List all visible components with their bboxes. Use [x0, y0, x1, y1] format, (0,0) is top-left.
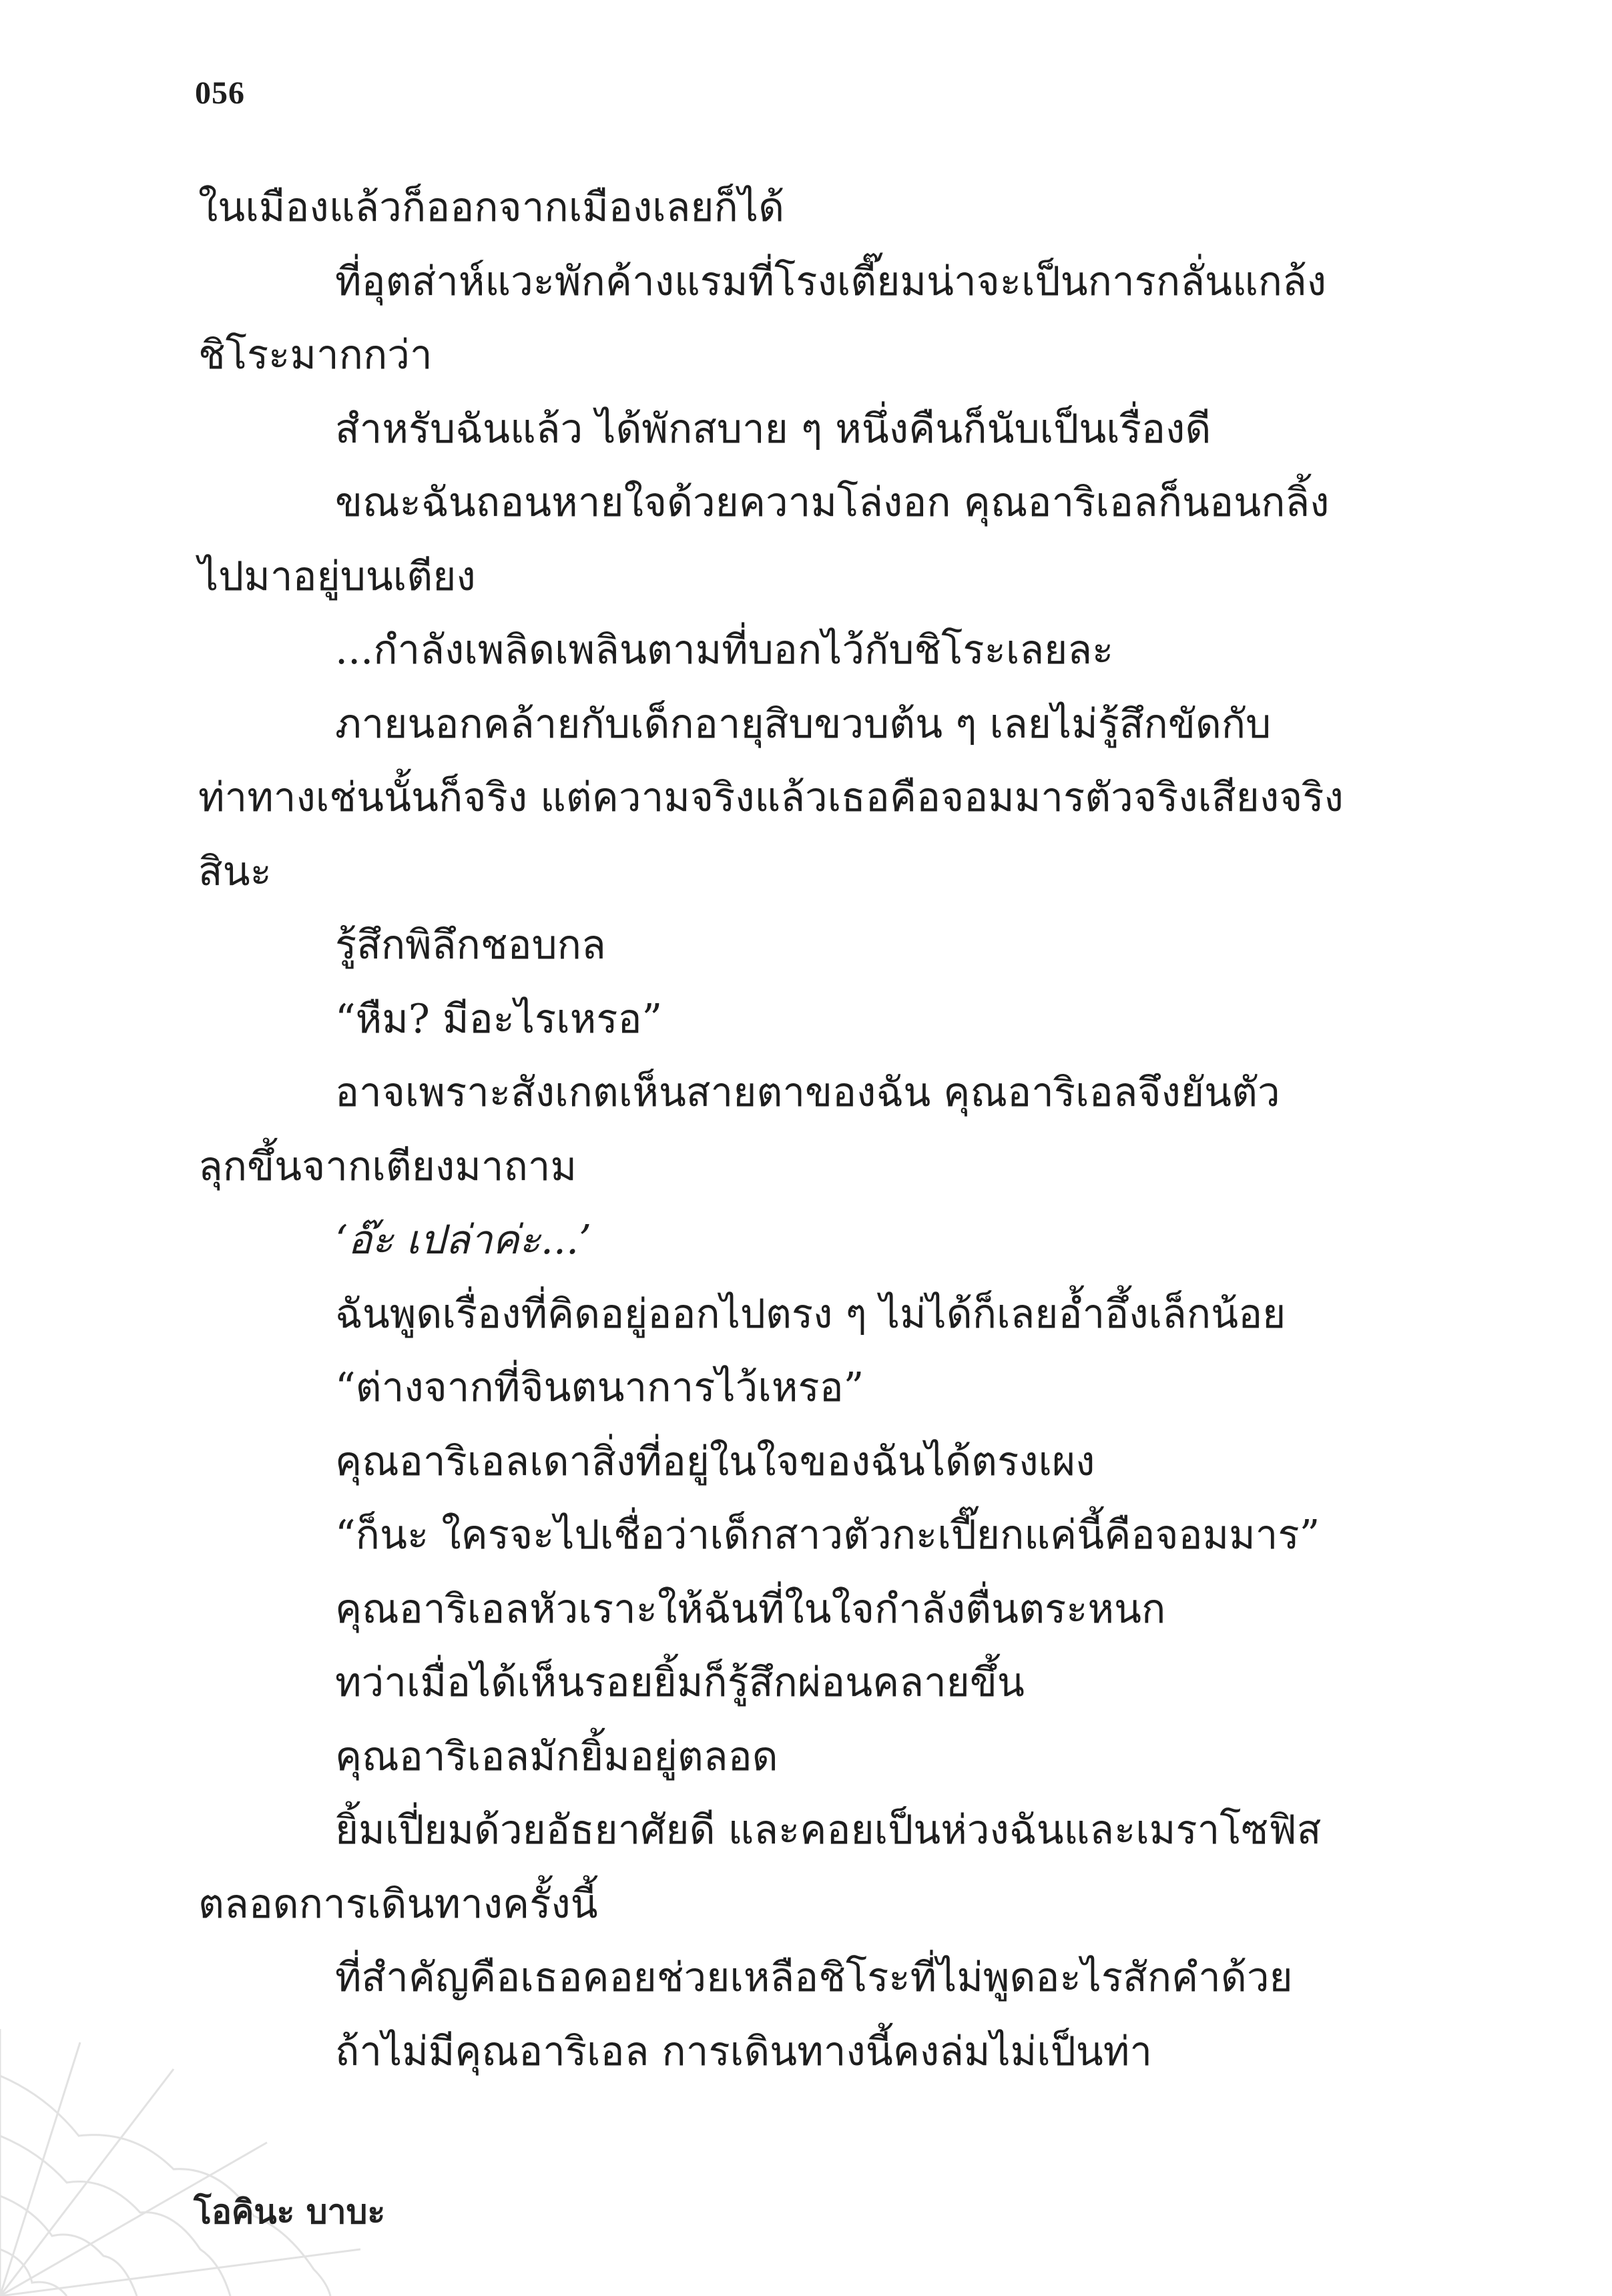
text-line: ในเมืองแล้วก็ออกจากเมืองเลยก็ได้: [198, 184, 785, 231]
text-line: รู้สึกพิลึกชอบกล: [335, 922, 606, 968]
text-line: สำหรับฉันแล้ว ได้พักสบาย ๆ หนึ่งคืนก็นับเป็นเรื่องดี: [335, 405, 1212, 453]
text-line: ภายนอกคล้ายกับเด็กอายุสิบขวบต้น ๆ เลยไม่รู้สึกขัดกับ: [335, 700, 1272, 748]
footer-book-title: โอคินะ บาบะ: [194, 2193, 386, 2231]
text-line: “ต่างจากที่จินตนาการไว้เหรอ”: [335, 1364, 864, 1411]
body-text: [198, 171, 1421, 2088]
text-line: ชิโระมากกว่า: [198, 332, 433, 378]
text-line: ตลอดการเดินทางครั้งนี้: [198, 1880, 598, 1928]
text-line: “หืม? มีอะไรเหรอ”: [335, 995, 663, 1043]
text-line: สินะ: [198, 848, 272, 895]
text-line: “ก็นะ ใครจะไปเชื่อว่าเด็กสาวตัวกะเปี๊ยกแค่นี้คือจอมมาร”: [335, 1512, 1320, 1558]
text-line: ไปมาอยู่บนเตียง: [198, 553, 476, 600]
text-line: คุณอาริเอลหัวเราะให้ฉันที่ในใจกำลังตื่นตระหนก: [335, 1585, 1166, 1633]
text-line: ยิ้มเปี่ยมด้วยอัธยาศัยดี และคอยเป็นห่วงฉันและเมราโซฟิส: [335, 1807, 1322, 1853]
spider-web-icon: [0, 2029, 374, 2296]
text-line: ‘อ๊ะ เปล่าค่ะ...’: [335, 1217, 592, 1263]
text-line: คุณอาริเอลเดาสิ่งที่อยู่ในใจของฉันได้ตรงเผง: [335, 1438, 1095, 1485]
text-line: ฉันพูดเรื่องที่คิดอยู่ออกไปตรง ๆ ไม่ได้ก็เลยอ้ำอึ้งเล็กน้อย: [335, 1290, 1286, 1338]
text-line: ที่อุตส่าห์แวะพักค้างแรมที่โรงเตี๊ยมน่าจะเป็นการกลั่นแกล้ง: [335, 258, 1327, 305]
text-line: คุณอาริเอลมักยิ้มอยู่ตลอด: [335, 1733, 778, 1780]
text-line: อาจเพราะสังเกตเห็นสายตาของฉัน คุณอาริเอลจึงยันตัว: [335, 1069, 1280, 1116]
text-line: ที่สำคัญคือเธอคอยช่วยเหลือชิโระที่ไม่พูดอะไรสักคำด้วย: [335, 1954, 1293, 2001]
text-line: ท่าทางเช่นนั้นก็จริง แต่ความจริงแล้วเธอคือจอมมารตัวจริงเสียงจริง: [198, 774, 1344, 821]
page-number: 056: [195, 75, 245, 111]
text-line: ขณะฉันถอนหายใจด้วยความโล่งอก คุณอาริเอลก็นอนกลิ้ง: [335, 479, 1330, 526]
text-line: ถ้าไม่มีคุณอาริเอล การเดินทางนี้คงล่มไม่เป็นท่า: [335, 2028, 1153, 2075]
text-line: ทว่าเมื่อได้เห็นรอยยิ้มก็รู้สึกผ่อนคลายขึ้น: [335, 1659, 1025, 1706]
text-line: ...กำลังเพลิดเพลินตามที่บอกไว้กับชิโระเลยละ: [335, 627, 1114, 673]
text-line: ลุกขึ้นจากเตียงมาถาม: [198, 1143, 577, 1190]
